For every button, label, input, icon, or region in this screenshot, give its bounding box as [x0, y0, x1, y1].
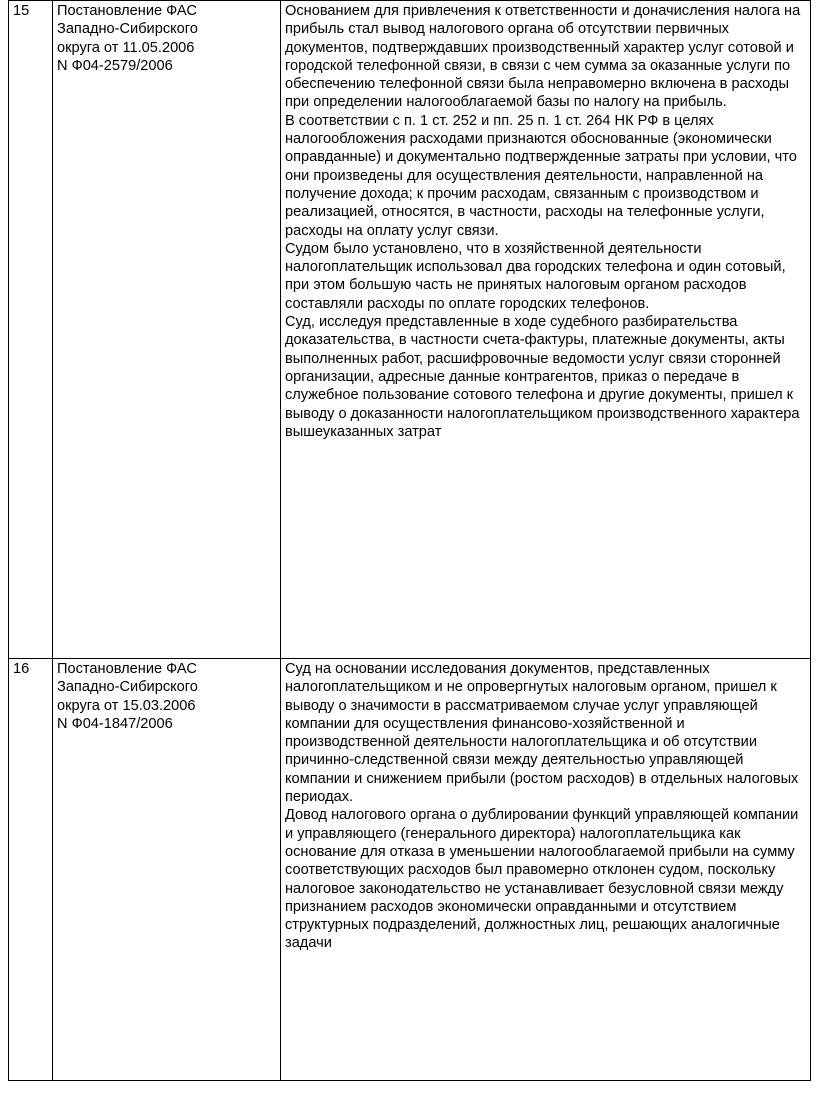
case-summary-cell [281, 1, 811, 659]
ruling-line: округа от 11.05.2006 [57, 39, 195, 56]
table-row [9, 1, 811, 659]
ruling-line: округа от 15.03.2006 [57, 697, 196, 714]
summary-paragraph: Суд на основании исследования документов, представленных налогоплательщиком и не опровергнутых налоговым органом, пришел к выводу о значимости в рассматриваемом случае услуг управляющей компании для осуществления финансово-хозяйственной и производственной деятельности налогоплательщика и об отсутствии причинно-следственной связи между деятельностью управляющей компании и снижением прибыли (ростом расходов) в отдельных налоговых периодах. [285, 661, 799, 806]
ruling-line: Постановление ФАС [57, 661, 197, 677]
row-number-cell: 16 [9, 659, 53, 1081]
summary-paragraph: Суд, исследуя представленные в ходе судебного разбирательства доказательства, в частности счета-фактуры, платежные документы, акты выполненных работ, расшифровочные ведомости услуг связи сторонней организации, адресные данные контрагентов, приказ о передаче в служебное пользование сотового телефона и другие документы, пришел к выводу о доказанности налогоплательщиком производственного характера вышеуказанных затрат [285, 314, 800, 440]
ruling-line: Постановление ФАС [57, 3, 197, 19]
summary-paragraph: Судом было установлено, что в хозяйственной деятельности налогоплательщик использовал два городских телефона и один сотовый, при этом большую часть не принятых налоговым органом расходов составляли расходы по оплате городских телефонов. [285, 240, 786, 312]
ruling-line: N Ф04-2579/2006 [57, 57, 173, 74]
summary-paragraph: В соответствии с п. 1 ст. 252 и пп. 25 п. 1 ст. 264 НК РФ в целях налогообложения расходами признаются обоснованные (экономически оправданные) и документально подтвержденные затраты при условии, что они произведены для осуществления деятельности, направленной на получение дохода; к прочим расходам, связанным с производством и реализацией, относятся, в частности, расходы на телефонные услуги, расходы на оплату услуг связи. [285, 112, 797, 239]
court-cases-table [8, 0, 811, 1081]
ruling-line: Западно-Сибирского [57, 21, 198, 38]
table-row [9, 659, 811, 1081]
summary-paragraph: Довод налогового органа о дублировании функций управляющей компании и управляющего (генерального директора) налогоплательщика как основание для отказа в уменьшении налогооблагаемой прибыли на сумму соответствующих расходов был правомерно отклонен судом, поскольку налоговое законодательство не устанавливает безусловной связи между признанием расходов экономически оправданными и отсутствием структурных подразделений, должностных лиц, решающих аналогичные задачи [285, 807, 799, 952]
ruling-line: Западно-Сибирского [57, 679, 198, 696]
ruling-reference-cell [53, 1, 281, 659]
row-number-cell: 15 [9, 1, 53, 659]
ruling-line: N Ф04-1847/2006 [57, 715, 173, 732]
ruling-reference-cell [53, 659, 281, 1081]
summary-paragraph: Основанием для привлечения к ответственности и доначисления налога на прибыль стал вывод налогового органа об отсутствии первичных документов, подтверждавших производственный характер услуг сотовой и городской телефонной связи, в связи с чем сумма за оказанные услуги по обеспечению телефонной связи была неправомерно включена в расходы при определении налогооблагаемой базы по налогу на прибыль. [285, 3, 801, 111]
case-summary-cell [281, 659, 811, 1081]
